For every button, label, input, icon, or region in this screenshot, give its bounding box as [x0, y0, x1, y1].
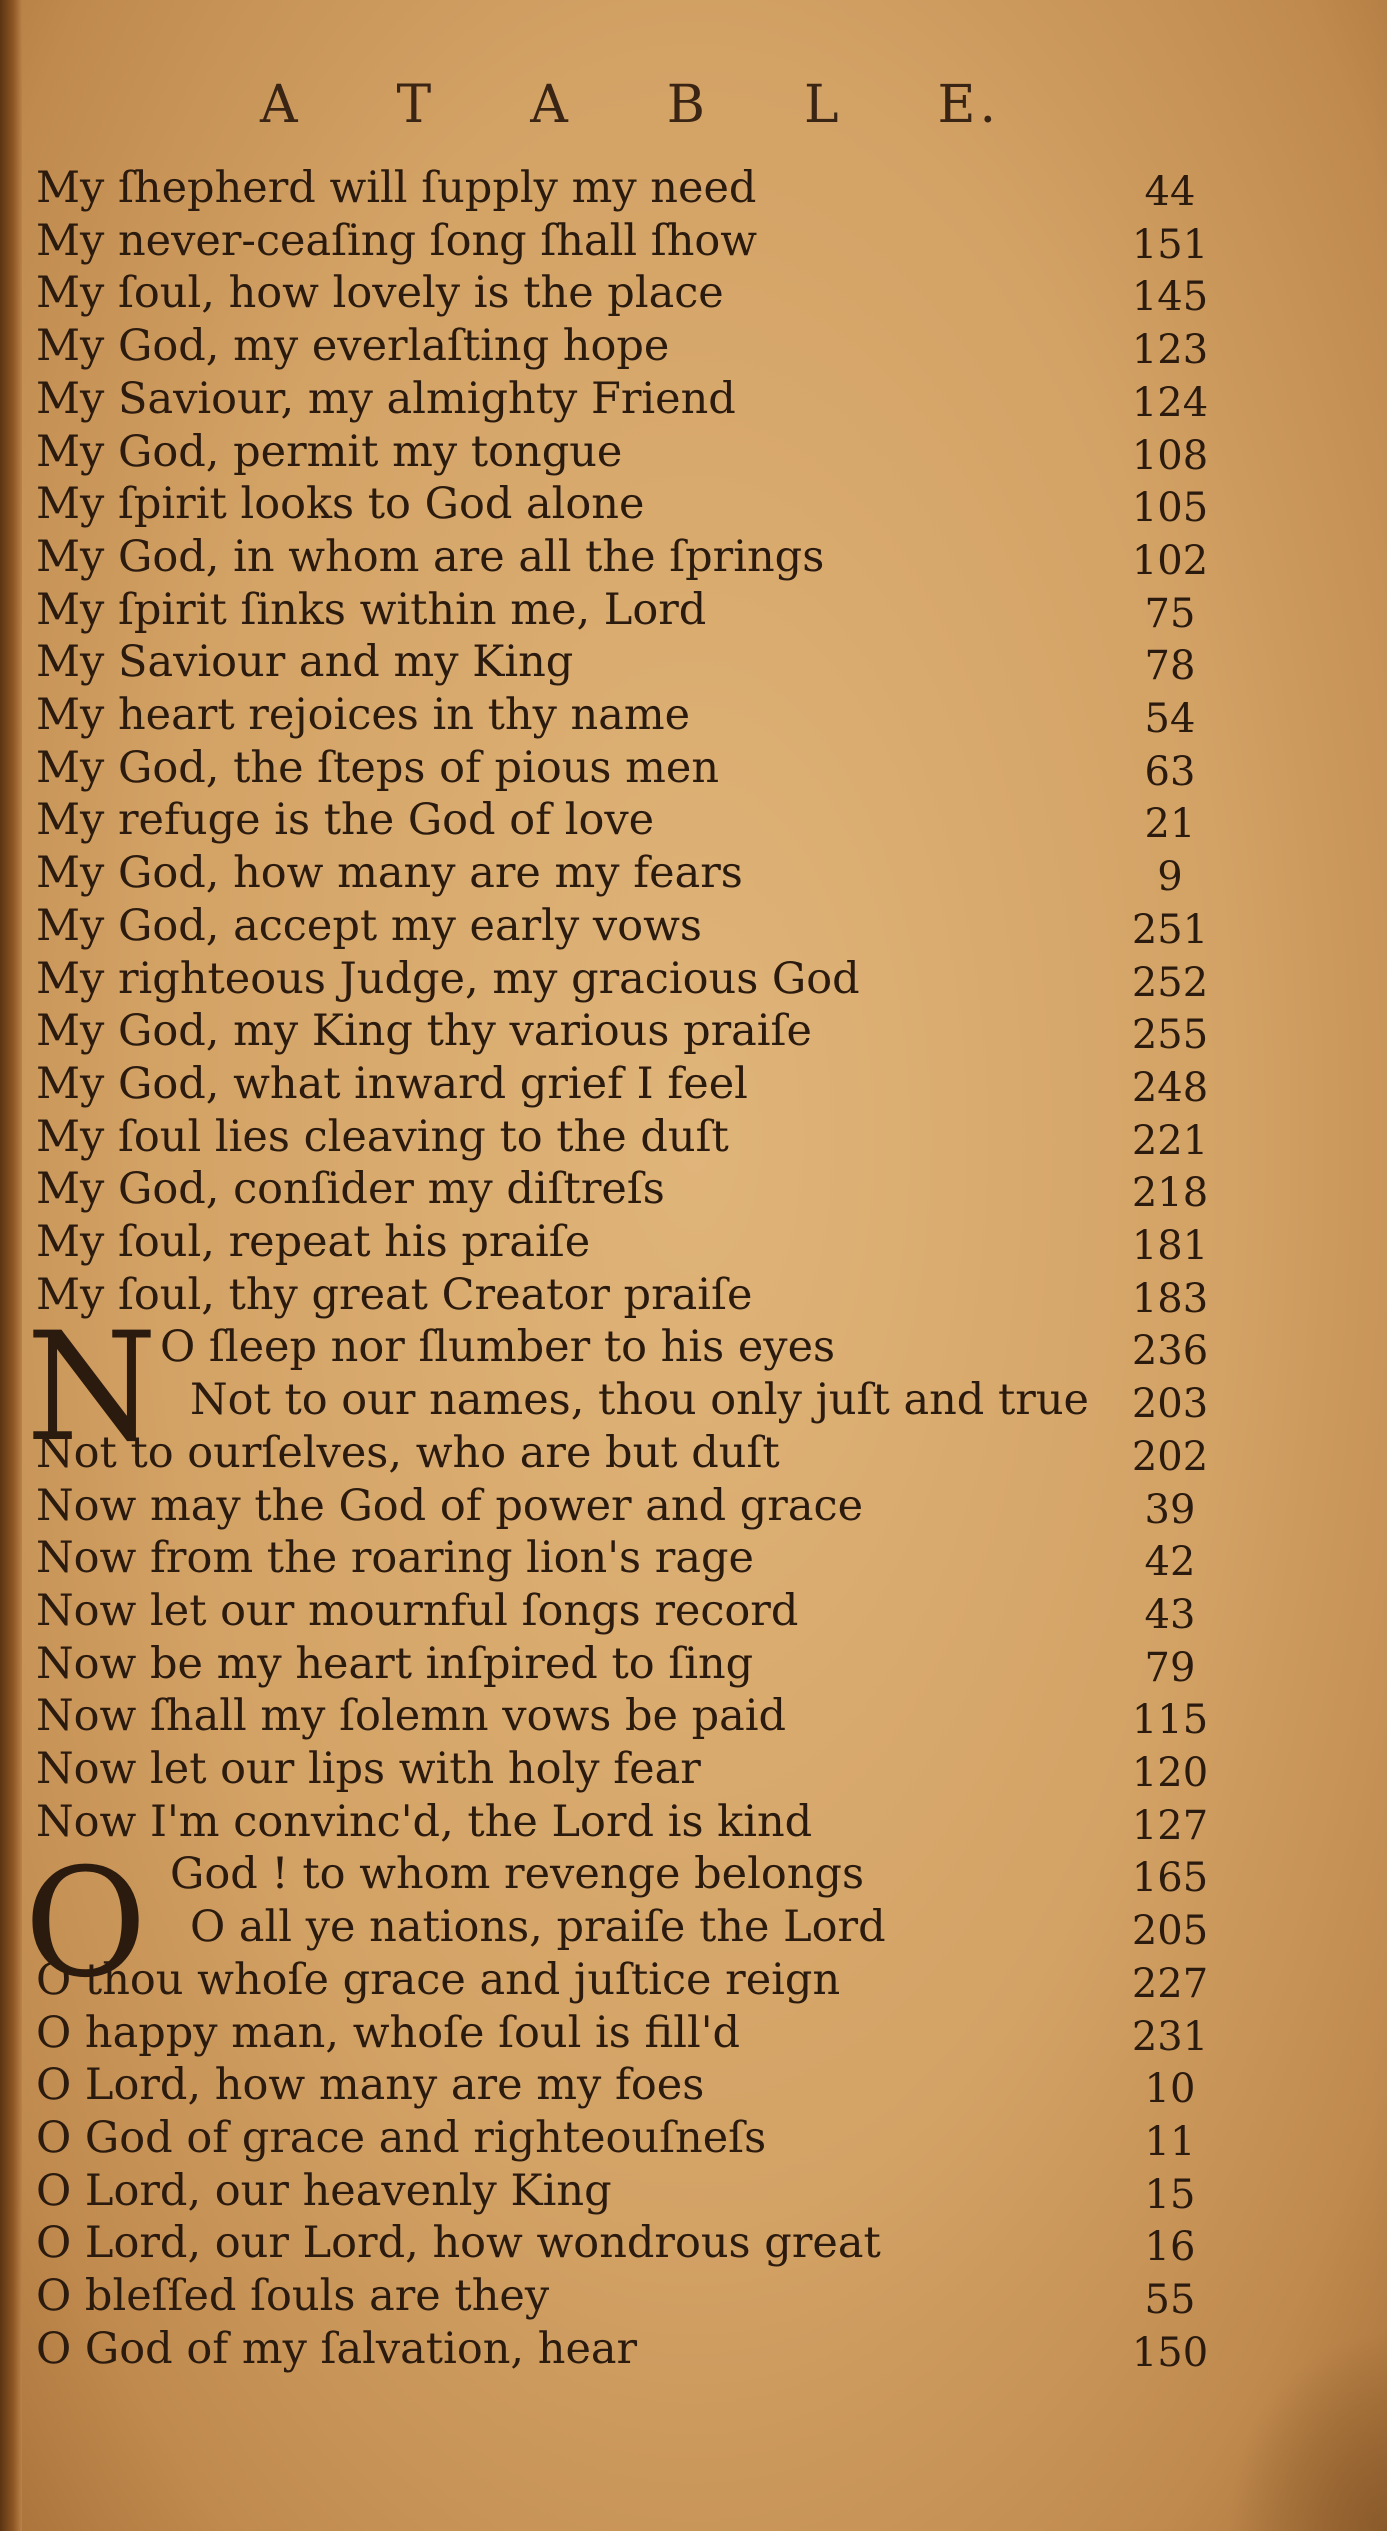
index-entry — [0, 2007, 1387, 2059]
index-entry — [0, 1427, 1387, 1479]
entry-first-line: O bleſſed ſouls are they — [36, 2271, 550, 2321]
entry-page-number: 115 — [1131, 1697, 1209, 1744]
index-entry — [0, 1848, 1387, 1900]
index-entry — [0, 1901, 1387, 1953]
index-entry — [0, 794, 1387, 846]
entry-page-number: 248 — [1131, 1064, 1209, 1111]
entry-page-number: 150 — [1131, 2329, 1209, 2376]
entry-page-number: 102 — [1131, 537, 1209, 584]
entry-first-line: My ſoul, repeat his praiſe — [36, 1217, 591, 1267]
index-entry — [0, 373, 1387, 425]
index-entry — [0, 689, 1387, 741]
header-letter: T — [396, 75, 436, 135]
index-entry — [0, 742, 1387, 794]
entry-page-number: 39 — [1144, 1486, 1196, 1533]
index-entry — [0, 2270, 1387, 2322]
index-entry — [0, 2165, 1387, 2217]
entry-page-number: 151 — [1131, 221, 1209, 268]
entry-first-line: My God, the ſteps of pious men — [36, 742, 720, 793]
entry-page-number: 75 — [1144, 590, 1196, 637]
entry-page-number: 145 — [1131, 274, 1209, 321]
entry-first-line: Not to our names, thou only juſt and true — [190, 1375, 1089, 1426]
entry-first-line: My ſpirit looks to God alone — [36, 479, 645, 530]
entry-page-number: 43 — [1144, 1591, 1196, 1638]
index-entry — [0, 162, 1387, 214]
index-entry — [0, 1005, 1387, 1057]
index-entry — [0, 478, 1387, 530]
entry-page-number: 183 — [1131, 1275, 1209, 1322]
index-entry — [0, 900, 1387, 952]
entry-page-number: 63 — [1144, 748, 1196, 795]
entry-first-line: O happy man, whoſe ſoul is fill'd — [36, 2007, 741, 2058]
entry-first-line: O thou whoſe grace and juſtice reign — [36, 1954, 841, 2005]
entry-first-line: My ſhepherd will ſupply my need — [36, 163, 757, 213]
entry-page-number: 181 — [1131, 1223, 1209, 1269]
entry-first-line: Now from the roaring lion's rage — [36, 1533, 754, 1584]
entry-page-number: 10 — [1144, 2066, 1196, 2113]
entry-first-line: My ſoul, how lovely is the place — [36, 268, 724, 319]
entry-page-number: 127 — [1131, 1802, 1209, 1849]
entry-first-line: O Lord, our Lord, how wondrous great — [36, 2218, 881, 2269]
entry-first-line: Now be my heart inſpired to ſing — [36, 1638, 754, 1689]
entry-first-line: O God of my ſalvation, hear — [36, 2323, 638, 2374]
entry-page-number: 54 — [1144, 696, 1196, 742]
index-entry — [0, 953, 1387, 1005]
entry-first-line: O God of grace and righteouſneſs — [36, 2112, 767, 2163]
index-entry — [0, 320, 1387, 372]
entry-first-line: My heart rejoices in thy name — [36, 690, 691, 740]
entry-page-number: 79 — [1144, 1644, 1196, 1691]
index-entry — [0, 847, 1387, 899]
entry-page-number: 44 — [1144, 169, 1196, 215]
drop-cap-o: O — [24, 1837, 147, 2011]
header-letter: E. — [937, 75, 1000, 135]
entry-page-number: 55 — [1144, 2277, 1196, 2323]
entry-page-number: 42 — [1144, 1539, 1196, 1586]
index-entry — [0, 1321, 1387, 1373]
index-entry — [0, 1111, 1387, 1163]
entry-first-line: My God, my King thy various praiſe — [36, 1006, 812, 1057]
entry-page-number: 120 — [1131, 1750, 1209, 1796]
entry-first-line: My ſoul lies cleaving to the duſt — [36, 1111, 729, 1162]
entry-page-number: 15 — [1144, 2171, 1196, 2218]
header-letter: A — [530, 75, 572, 135]
index-entry — [0, 2059, 1387, 2111]
index-entry — [0, 1796, 1387, 1848]
index-entry — [0, 426, 1387, 478]
entry-first-line: My Saviour and my King — [36, 637, 574, 688]
index-entry — [0, 2217, 1387, 2269]
entry-page-number: 218 — [1131, 1170, 1209, 1217]
entry-first-line: My refuge is the God of love — [36, 795, 655, 846]
entry-first-line: O Lord, how many are my foes — [36, 2060, 705, 2111]
entry-first-line: My never-ceaſing ſong ſhall ſhow — [36, 215, 758, 266]
entry-first-line: My righteous Judge, my gracious God — [36, 953, 860, 1004]
index-entry — [0, 1532, 1387, 1584]
index-entry — [0, 1374, 1387, 1426]
entry-first-line: Not to ourſelves, who are but duſt — [36, 1427, 780, 1478]
entry-page-number: 124 — [1131, 379, 1209, 426]
index-entry — [0, 1163, 1387, 1215]
entry-first-line: Now ſhall my ſolemn vows be paid — [36, 1691, 787, 1742]
entry-page-number: 221 — [1131, 1117, 1209, 1164]
entry-page-number: 78 — [1144, 643, 1196, 690]
entry-first-line: God ! to whom revenge belongs — [170, 1849, 865, 1900]
entry-first-line: My God, what inward grief I feel — [36, 1058, 748, 1109]
index-entry — [0, 1638, 1387, 1690]
entry-page-number: 202 — [1131, 1433, 1209, 1480]
entry-page-number: 236 — [1131, 1328, 1209, 1375]
page-stain — [1227, 2331, 1387, 2531]
index-entry — [0, 215, 1387, 267]
entry-page-number: 105 — [1131, 485, 1209, 532]
index-entry — [0, 531, 1387, 583]
entry-page-number: 16 — [1144, 2224, 1196, 2271]
entry-first-line: My ſoul, thy great Creator praiſe — [36, 1269, 753, 1320]
entry-page-number: 123 — [1131, 327, 1209, 374]
entry-page-number: 227 — [1131, 1960, 1209, 2007]
entry-first-line: My God, my everlaſting hope — [36, 321, 670, 372]
entry-first-line: My ſpirit ſinks within me, Lord — [36, 584, 707, 635]
entry-page-number: 9 — [1157, 854, 1183, 901]
header-letter: L — [803, 75, 843, 135]
entry-first-line: O ſleep nor ſlumber to his eyes — [160, 1322, 836, 1373]
entry-page-number: 252 — [1131, 959, 1209, 1006]
entry-page-number: 165 — [1131, 1855, 1209, 1902]
index-entry — [0, 267, 1387, 319]
index-entry — [0, 2323, 1387, 2375]
entry-first-line: O Lord, our heavenly King — [36, 2165, 612, 2216]
entry-page-number: 251 — [1131, 906, 1209, 953]
index-entry — [0, 1585, 1387, 1637]
index-entry — [0, 584, 1387, 636]
index-entry — [0, 1216, 1387, 1268]
entry-page-number: 21 — [1144, 801, 1196, 848]
header-letter: B — [666, 75, 709, 135]
index-entry — [0, 2112, 1387, 2164]
entry-page-number: 231 — [1131, 2013, 1209, 2060]
entry-first-line: My God, permit my tongue — [36, 426, 623, 477]
entry-first-line: Now I'm convinc'd, the Lord is kind — [36, 1796, 813, 1847]
entry-first-line: O all ye nations, praiſe the Lord — [190, 1902, 886, 1953]
entry-first-line: My God, how many are my fears — [36, 848, 743, 899]
entry-page-number: 205 — [1131, 1908, 1209, 1955]
index-entry — [0, 636, 1387, 688]
drop-cap-n: N — [26, 1301, 158, 1475]
index-entry — [0, 1269, 1387, 1321]
index-entry — [0, 1058, 1387, 1110]
index-entry — [0, 1743, 1387, 1795]
entry-first-line: Now may the God of power and grace — [36, 1480, 864, 1531]
entry-page-number: 11 — [1144, 2118, 1196, 2165]
index-entry — [0, 1954, 1387, 2006]
entry-page-number: 203 — [1131, 1381, 1209, 1428]
entry-first-line: Now let our lips with holy fear — [36, 1744, 701, 1794]
entry-page-number: 255 — [1131, 1012, 1209, 1059]
entry-first-line: My God, conſider my diſtreſs — [36, 1164, 665, 1215]
entry-first-line: My God, accept my early vows — [36, 900, 702, 951]
entry-page-number: 108 — [1131, 432, 1209, 479]
entry-first-line: Now let our mournful ſongs record — [36, 1585, 799, 1636]
entry-first-line: My Saviour, my almighty Friend — [36, 373, 736, 424]
index-entry — [0, 1480, 1387, 1532]
index-entry — [0, 1690, 1387, 1742]
header-letter: A — [260, 75, 302, 135]
entry-first-line: My God, in whom are all the ſprings — [36, 531, 825, 582]
